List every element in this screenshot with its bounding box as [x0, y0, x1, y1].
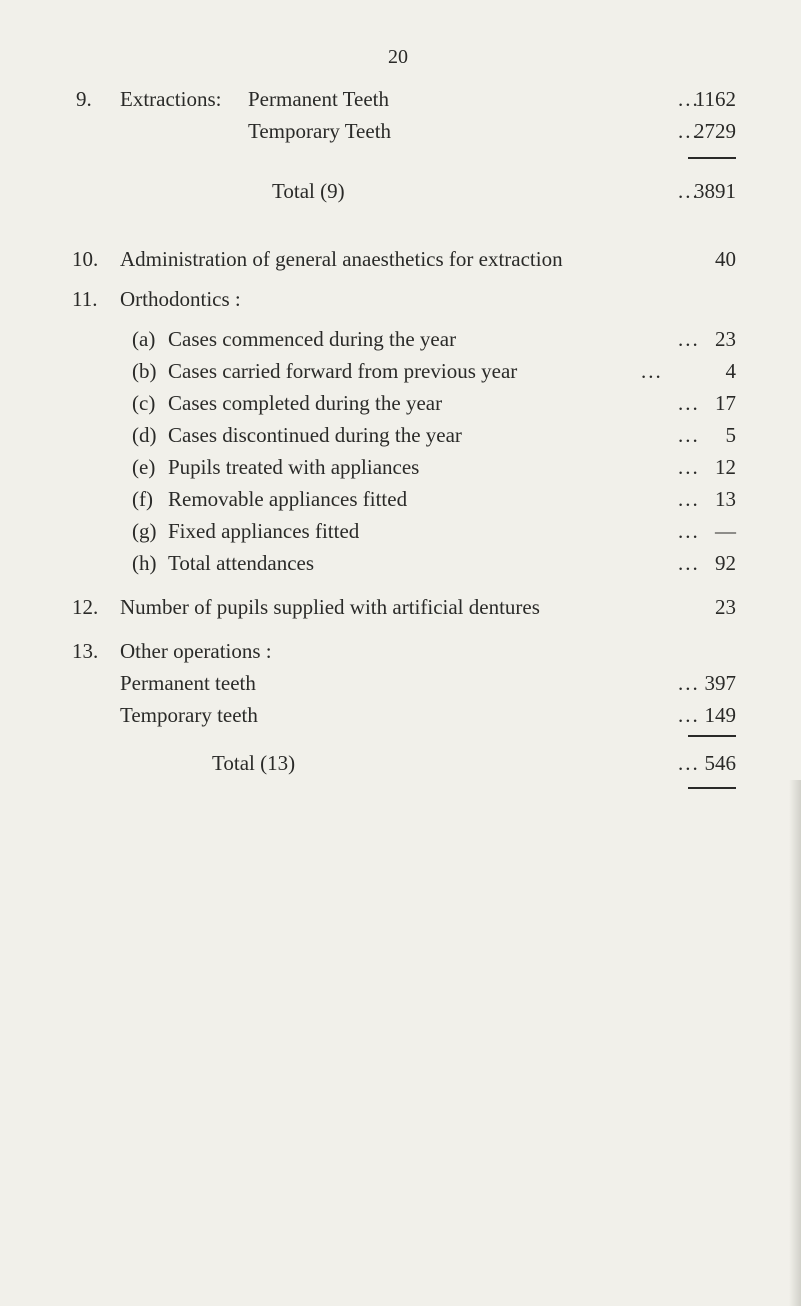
item-value: 13 [715, 487, 736, 511]
leader-dots: ... [678, 751, 700, 775]
item-label: Cases commenced during the year [168, 327, 457, 351]
section-9-label: Extractions: [120, 87, 222, 111]
leader-dots: ... [678, 703, 700, 727]
item-letter: (f) [132, 487, 153, 511]
item-value: 17 [715, 391, 736, 415]
item-letter: (e) [132, 455, 156, 479]
leader-dots: ... [678, 119, 700, 143]
item-label: Removable appliances fitted [168, 487, 408, 511]
item-label: Cases discontinued during the year [168, 423, 462, 447]
leader-dots: ... [678, 671, 700, 695]
other-temporary-label: Temporary teeth [120, 703, 258, 727]
item-value: 5 [725, 423, 736, 447]
section-11-label: Orthodontics : [120, 287, 241, 311]
total-9-value: 3891 [694, 179, 736, 203]
leader-dots: ... [678, 179, 700, 203]
leader-dots: ... [678, 423, 700, 447]
item-label: Cases carried forward from previous year [168, 359, 518, 383]
item-label: Cases completed during the year [168, 391, 443, 415]
total-rule [688, 157, 736, 159]
section-12-value: 23 [715, 595, 736, 619]
leader-dots: ... [678, 551, 700, 575]
total-13-value: 546 [704, 751, 736, 775]
temporary-teeth-label: Temporary Teeth [248, 119, 392, 143]
item-label: Pupils treated with appliances [168, 455, 420, 479]
item-label: Total attendances [168, 551, 315, 575]
leader-dots: ... [678, 391, 700, 415]
item-letter: (h) [132, 551, 157, 575]
item-letter: (g) [132, 519, 157, 543]
section-12-number: 12. [72, 595, 99, 619]
item-value: 92 [715, 551, 736, 575]
page-edge-shadow [789, 780, 801, 1306]
item-letter: (a) [132, 327, 156, 351]
item-value: — [715, 519, 736, 543]
section-10-number: 10. [72, 247, 99, 271]
page-number: 20 [388, 46, 408, 68]
section-9-number: 9. [76, 87, 92, 111]
section-10-label: Administration of general anaesthetics for extraction [120, 247, 563, 271]
leader-dots: ... [678, 87, 700, 111]
permanent-teeth-label: Permanent Teeth [248, 87, 390, 111]
item-letter: (c) [132, 391, 156, 415]
other-permanent-label: Permanent teeth [120, 671, 256, 695]
total-9-label: Total (9) [272, 179, 345, 203]
item-letter: (d) [132, 423, 157, 447]
other-permanent-value: 397 [704, 671, 736, 695]
item-label: Fixed appliances fitted [168, 519, 360, 543]
section-12-label: Number of pupils supplied with artificial dentures [120, 595, 540, 619]
section-11-number: 11. [72, 287, 98, 311]
section-13-number: 13. [72, 639, 99, 663]
leader-dots: ... [678, 487, 700, 511]
item-value: 4 [725, 359, 736, 383]
item-letter: (b) [132, 359, 157, 383]
section-10-value: 40 [715, 247, 736, 271]
leader-dots: ... [678, 455, 700, 479]
leader-dots: ... [678, 327, 700, 351]
item-value: 23 [715, 327, 736, 351]
leader-dots: ... [641, 359, 663, 383]
total-13-label: Total (13) [212, 751, 296, 775]
permanent-teeth-value: 1162 [694, 87, 736, 111]
total-rule [688, 735, 736, 737]
total-underline [688, 787, 736, 789]
section-13-label: Other operations : [120, 639, 272, 663]
other-temporary-value: 149 [704, 703, 736, 727]
temporary-teeth-value: 2729 [694, 119, 736, 143]
item-value: 12 [715, 455, 736, 479]
leader-dots: ... [678, 519, 700, 543]
